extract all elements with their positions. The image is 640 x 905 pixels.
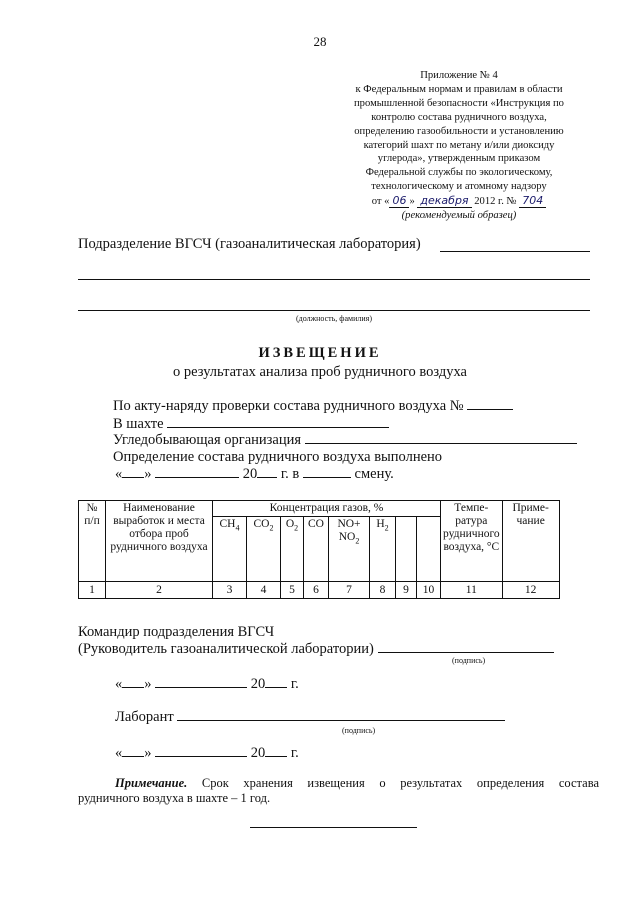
column-number: 10: [417, 582, 441, 599]
laborant-date-line: [115, 745, 299, 762]
appendix-line: контролю состава рудничного воздуха,: [371, 111, 547, 123]
column-number: 4: [247, 582, 281, 599]
column-number-row: [79, 582, 560, 599]
appendix-line: технологическому и атомному надзору: [371, 181, 547, 193]
quote-open: «: [115, 676, 123, 692]
day-field[interactable]: [122, 755, 144, 757]
blank-line-1[interactable]: [78, 279, 590, 280]
gas-no-header: NO+ $NO_2$: [329, 517, 370, 582]
results-table: [78, 500, 560, 599]
col-name-header: Наименование выработок и места отбора проб рудничного воздуха: [106, 501, 213, 582]
act-label: По акту-наряду проверки состава рудничного воздуха №: [113, 398, 464, 414]
year-prefix: 20: [250, 745, 266, 761]
month-field[interactable]: [155, 686, 247, 688]
month-field[interactable]: [155, 476, 239, 478]
appendix-line: углерода», утвержденным приказом: [377, 153, 541, 165]
gas-co2-header: $CO_2$: [247, 517, 281, 582]
appendix-line: категорий шахт по метану и/или диоксиду: [363, 139, 555, 151]
year-field[interactable]: [257, 476, 277, 478]
shift-label: смену.: [354, 466, 394, 482]
document-title: ИЗВЕЩЕНИЕ: [258, 345, 382, 361]
col-temp-header: Темпе-ратура рудничного воздуха, °С: [441, 501, 503, 582]
mine-label: В шахте: [113, 416, 164, 432]
commander-signature-field[interactable]: [378, 651, 554, 653]
laborant-sign-caption: (подпись): [342, 726, 376, 735]
gas-blank-header: [396, 517, 417, 582]
division-fill-line[interactable]: [440, 251, 590, 252]
position-caption: (должность, фамилия): [295, 314, 373, 323]
column-number: 11: [441, 582, 503, 599]
org-line: [113, 432, 577, 449]
commander-date-line: [115, 676, 299, 693]
determination-date-line: [115, 466, 394, 483]
mine-line: [113, 416, 389, 433]
appendix-line: к Федеральным нормам и правилам в области: [355, 83, 563, 95]
appendix-date: [320, 194, 598, 209]
appendix-line: определению газообильности и установлению: [354, 125, 564, 137]
column-number: 8: [370, 582, 396, 599]
laborant-signature-field[interactable]: [177, 719, 505, 721]
date-mid: »: [409, 196, 415, 208]
note-line2: рудничного воздуха в шахте – 1 год.: [78, 791, 271, 805]
quote-close: »: [144, 466, 152, 482]
column-number: 5: [281, 582, 304, 599]
quote-close: »: [144, 745, 152, 761]
col-num-header: № п/п: [79, 501, 106, 582]
day-field[interactable]: [122, 686, 144, 688]
year-prefix: 20: [250, 676, 266, 692]
date-year: 2012 г. №: [474, 196, 517, 208]
year-field[interactable]: [265, 686, 287, 688]
gas-h2-header: $H_2$: [370, 517, 396, 582]
handwritten-month: декабря: [417, 194, 471, 208]
appendix-line: Федеральной службы по экологическому,: [365, 167, 553, 179]
division-label: Подразделение ВГСЧ (газоаналитическая лаборатория): [78, 236, 421, 252]
note-label: Примечание.: [115, 776, 188, 790]
gas-o2-header: $O_2$: [281, 517, 304, 582]
appendix-line: промышленной безопасности «Инструкция по: [354, 97, 564, 109]
note-text: Срок хранения извещения о результатах определения состава: [201, 776, 599, 790]
col-conc-header: Концентрация газов, %: [213, 501, 441, 517]
commander-label: (Руководитель газоаналитической лаборатории): [78, 641, 374, 657]
column-number: 6: [304, 582, 329, 599]
column-number: 12: [502, 582, 559, 599]
handwritten-day: 06: [389, 194, 409, 208]
gas-ch4-header: $CH_4$: [213, 517, 247, 582]
act-number-field[interactable]: [467, 408, 513, 410]
quote-open: «: [115, 745, 123, 761]
year-field[interactable]: [265, 755, 287, 757]
gas-co-header: CO: [304, 517, 329, 582]
column-number: 1: [79, 582, 106, 599]
date-prefix: от «: [371, 196, 390, 208]
act-line: [113, 398, 513, 415]
commander-sign-caption: (подпись): [452, 656, 486, 665]
org-field[interactable]: [305, 442, 577, 444]
header-row: [79, 501, 560, 517]
laborant-label: Лаборант: [115, 709, 174, 725]
year-suffix: г.: [290, 745, 299, 761]
quote-open: «: [115, 466, 123, 482]
col-note-header: Приме-чание: [502, 501, 559, 582]
column-number: 2: [106, 582, 213, 599]
page-number: 28: [313, 34, 327, 49]
closing-rule: [250, 827, 417, 828]
column-number: 3: [213, 582, 247, 599]
org-label: Угледобывающая организация: [113, 432, 302, 448]
handwritten-number: 704: [519, 194, 546, 208]
quote-close: »: [144, 676, 152, 692]
appendix-line: Приложение № 4: [420, 70, 498, 81]
appendix-header: [320, 69, 598, 223]
year-prefix: 20: [242, 466, 258, 482]
year-suffix: г. в: [280, 466, 300, 482]
gas-blank-header: [417, 517, 441, 582]
column-number: 7: [329, 582, 370, 599]
column-number: 9: [396, 582, 417, 599]
mine-field[interactable]: [167, 426, 389, 428]
blank-line-2[interactable]: [78, 310, 590, 311]
determination-line: Определение состава рудничного воздуха выполнено: [113, 449, 443, 465]
day-field[interactable]: [122, 476, 144, 478]
sample-note: (рекомендуемый образец): [401, 210, 517, 222]
shift-field[interactable]: [303, 476, 351, 478]
laborant-line: [115, 709, 505, 726]
note-line1: [115, 776, 599, 791]
month-field[interactable]: [155, 755, 247, 757]
document-subtitle: о результатах анализа проб рудничного воздуха: [173, 364, 467, 380]
year-suffix: г.: [290, 676, 299, 692]
commander-line1: Командир подразделения ВГСЧ: [78, 624, 275, 640]
